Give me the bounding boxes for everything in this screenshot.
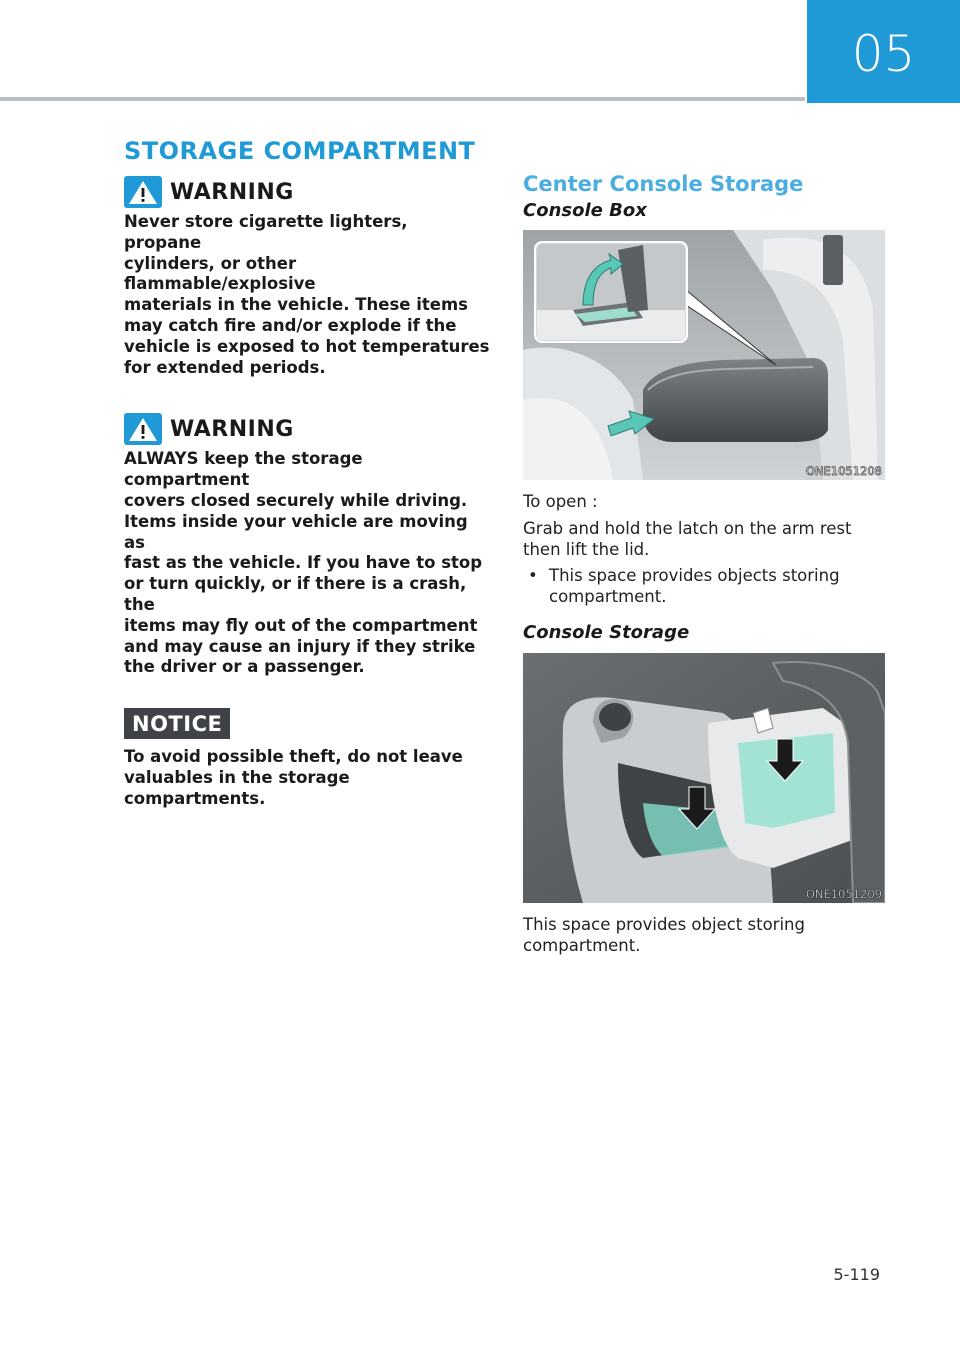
warning-triangle-icon xyxy=(124,176,162,208)
notice-block xyxy=(124,708,490,809)
bullet-text xyxy=(549,566,840,608)
warning-block-covers xyxy=(124,413,490,678)
notice-text xyxy=(124,747,490,809)
warning-header xyxy=(124,413,490,445)
console-storage-figure xyxy=(523,653,885,903)
warning-line: and may cause an injury if they strike xyxy=(124,636,476,656)
warning-line: Never store cigarette lighters, propane xyxy=(124,212,408,252)
warning-line: cylinders, or other flammable/explosive xyxy=(124,253,316,294)
desc-line: compartment. xyxy=(523,935,641,955)
bullet-item xyxy=(523,566,885,608)
console-storage-illustration xyxy=(523,653,885,903)
warning-line: ALWAYS keep the storage compartment xyxy=(124,449,363,490)
warning-title: WARNING xyxy=(170,416,294,442)
warning-line: vehicle is exposed to hot temperatures xyxy=(124,336,490,356)
header-divider xyxy=(0,97,805,101)
warning-text xyxy=(124,449,490,678)
instruction-line: Grab and hold the latch on the arm rest xyxy=(523,518,852,538)
warning-text xyxy=(124,212,490,378)
warning-line: items may fly out of the compartment xyxy=(124,615,478,635)
right-column xyxy=(523,172,885,957)
bullet-line: This space provides objects storing xyxy=(549,566,840,586)
warning-line: Items inside your vehicle are moving as xyxy=(124,511,468,552)
page-number: 5-119 xyxy=(833,1265,880,1284)
console-box-figure xyxy=(523,230,885,480)
warning-block-flammables xyxy=(124,176,490,378)
warning-title: WARNING xyxy=(170,179,294,205)
console-storage-title: Console Storage xyxy=(523,621,690,643)
desc-line: This space provides object storing xyxy=(523,914,805,934)
warning-line: may catch fire and/or explode if the xyxy=(124,315,457,335)
warning-header xyxy=(124,176,490,208)
section-title: STORAGE COMPARTMENT xyxy=(124,137,476,165)
warning-triangle-icon xyxy=(124,413,162,445)
notice-line: To avoid possible theft, do not leave xyxy=(124,747,463,767)
warning-line: fast as the vehicle. If you have to stop xyxy=(124,553,483,573)
to-open-label: To open : xyxy=(523,492,598,511)
center-console-title: Center Console Storage xyxy=(523,172,804,196)
left-column xyxy=(124,176,490,810)
warning-line: the driver or a passenger. xyxy=(124,657,365,677)
bullet-line: compartment. xyxy=(549,587,667,607)
instruction-line: then lift the lid. xyxy=(523,539,650,559)
warning-line: for extended periods. xyxy=(124,357,326,377)
figure-code: ONE1051209 xyxy=(805,886,882,901)
console-storage-desc xyxy=(523,915,885,957)
notice-badge: NOTICE xyxy=(124,708,230,739)
console-box-illustration xyxy=(523,230,885,480)
bullet-dot-icon: • xyxy=(528,566,538,586)
open-instruction xyxy=(523,519,885,561)
warning-line: covers closed securely while driving. xyxy=(124,490,468,510)
figure-code: ONE1051208 xyxy=(805,464,882,478)
console-box-title: Console Box xyxy=(523,200,647,221)
notice-line: valuables in the storage compartments. xyxy=(124,767,350,808)
chapter-tab: 05 xyxy=(807,0,960,103)
warning-line: or turn quickly, or if there is a crash, the xyxy=(124,574,467,614)
warning-line: materials in the vehicle. These items xyxy=(124,295,468,315)
